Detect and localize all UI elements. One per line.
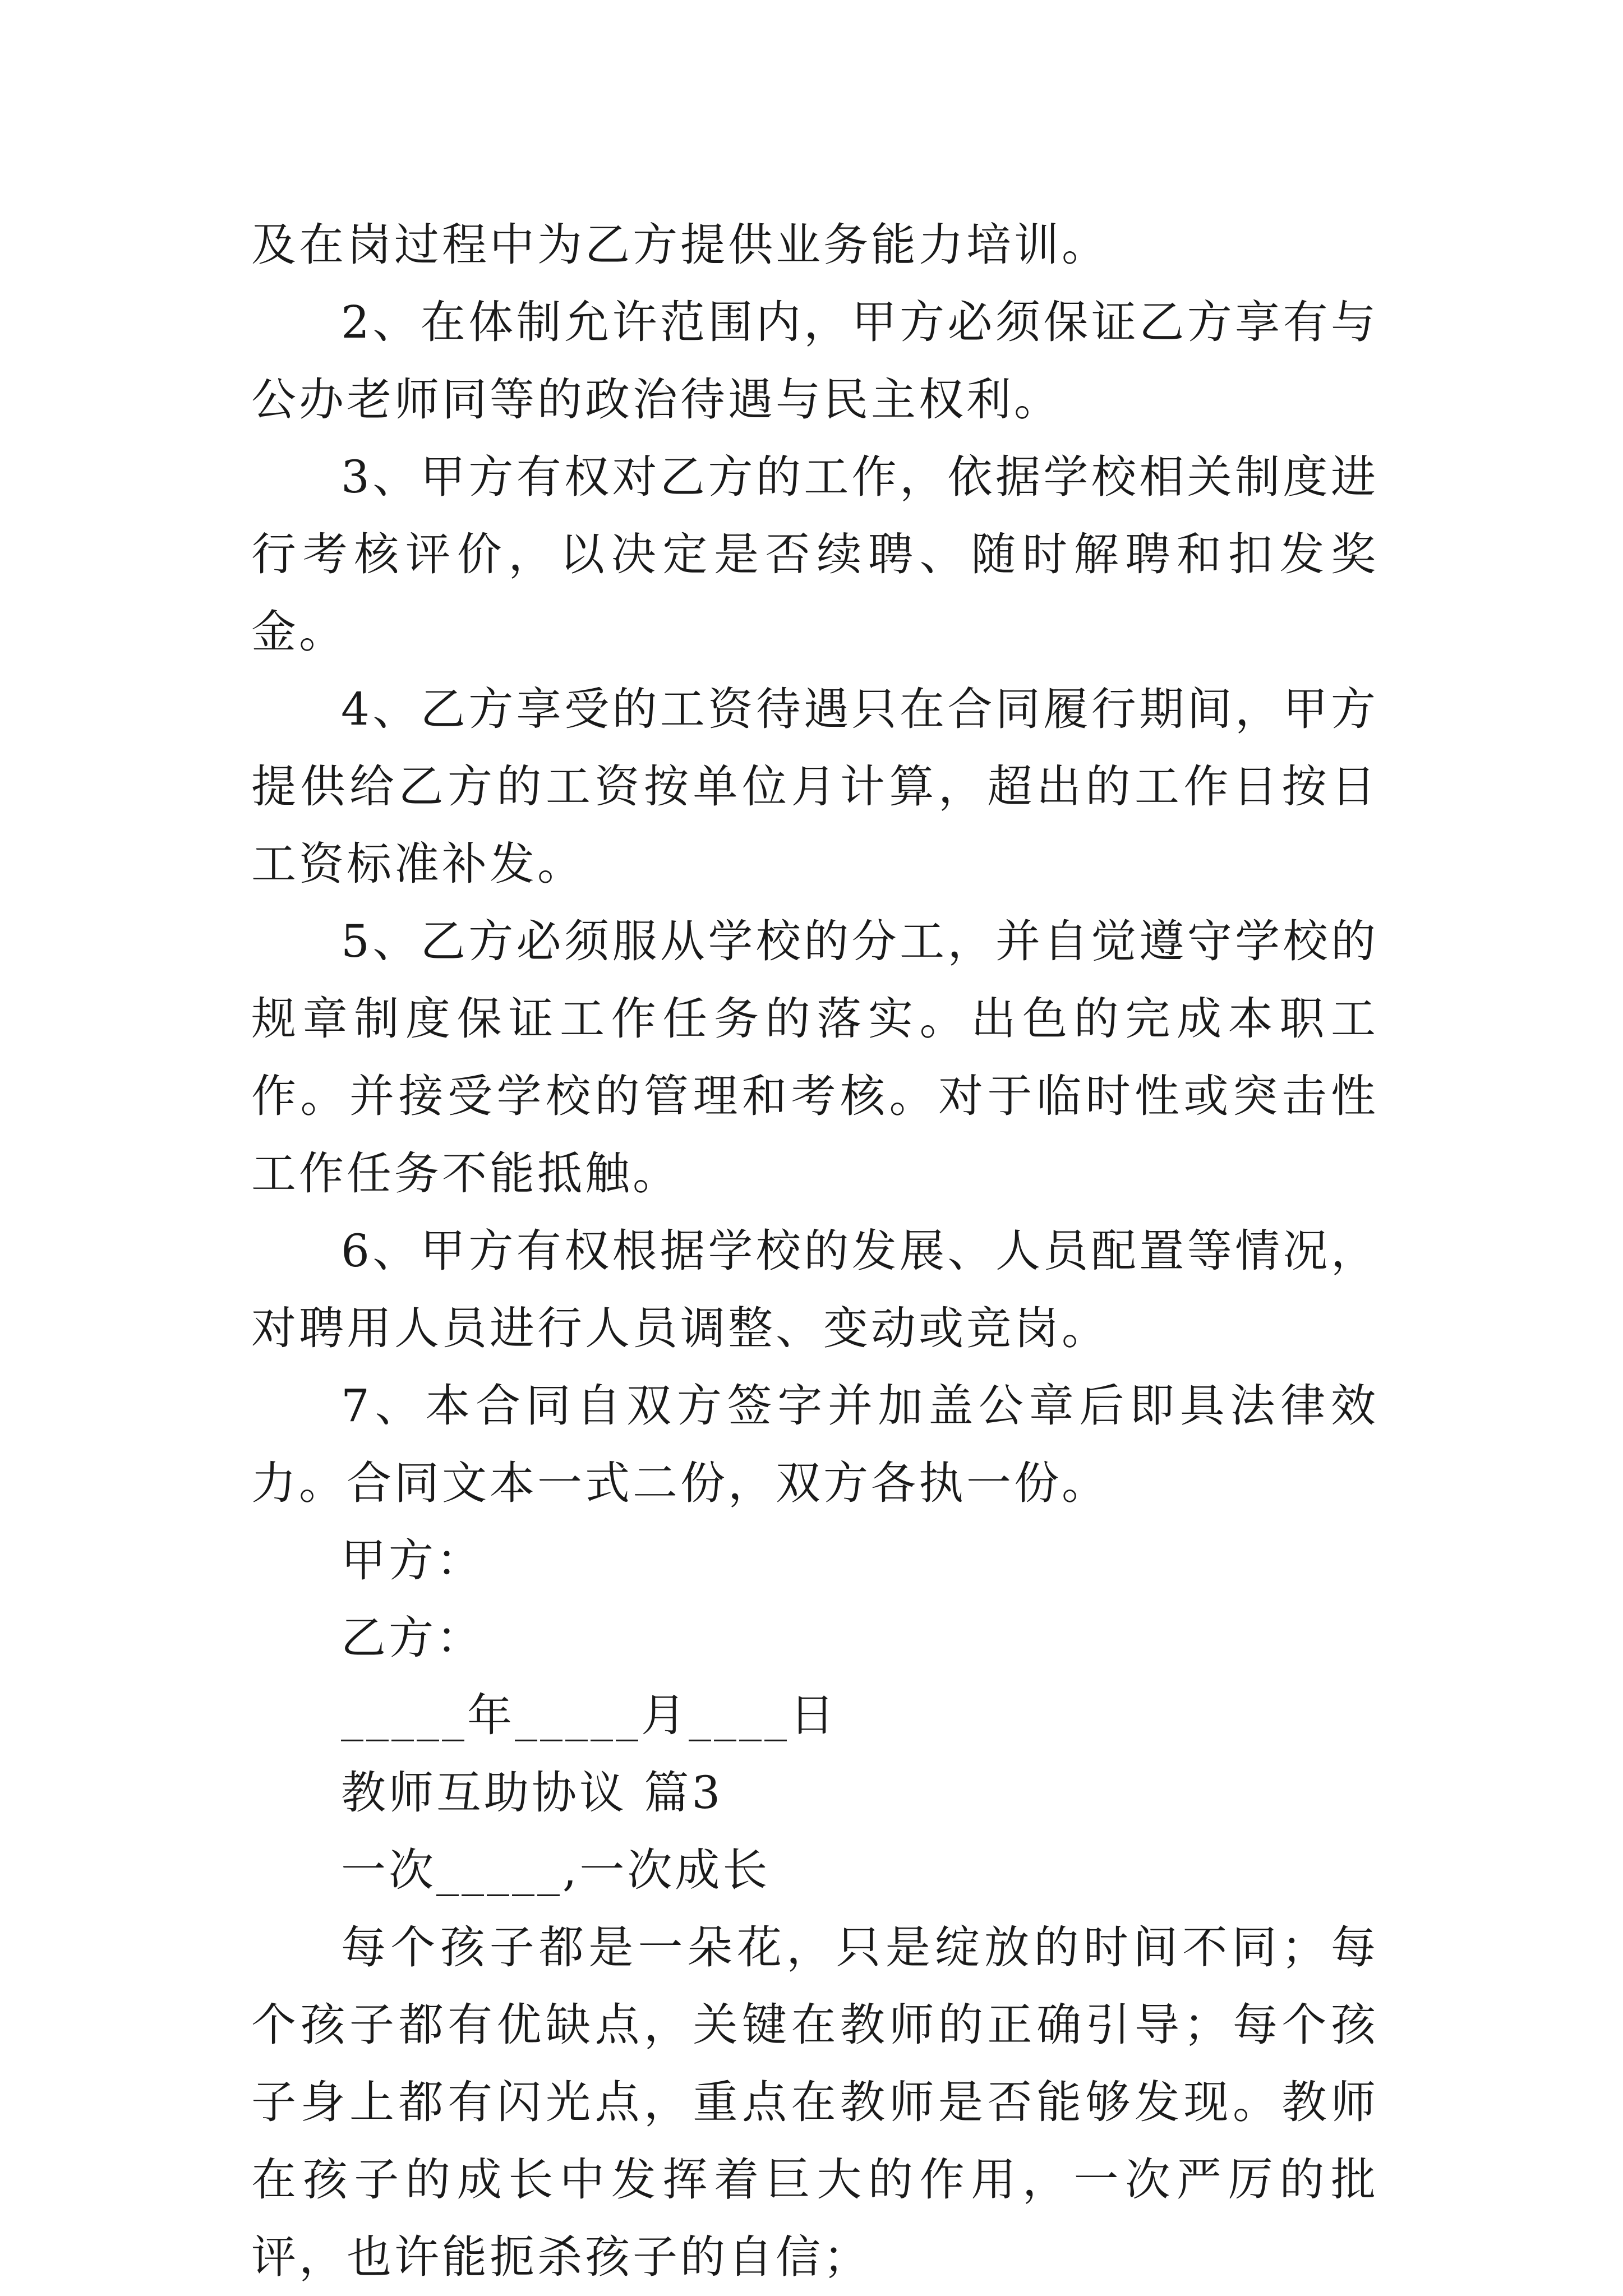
section-subtitle: 一次_____,一次成长 <box>341 1844 771 1896</box>
body-paragraph: 每个孩子都是一朵花，只是绽放的时间不同；每个孩子都有优缺点，关键在教师的正确引导；每个孩子身上都有闪光点，重点在教师是否能够发现。教师在孩子的成长中发挥着巨大的作用，一次严厉的批评，也许能扼杀孩子的自信； <box>251 1921 1378 2283</box>
signature-date: _____年_____月____日 <box>341 1689 837 1741</box>
paragraph-continuation: 及在岗过程中为乙方提供业务能力培训。 <box>251 219 1109 271</box>
paragraph-clause-7: 7、本合同自双方签字并加盖公章后即具法律效力。合同文本一式二份，双方各执一份。 <box>251 1380 1378 1509</box>
signature-party-a: 甲方： <box>341 1534 484 1587</box>
paragraph-clause-3: 3、甲方有权对乙方的工作，依据学校相关制度进行考核评价，以决定是否续聘、随时解聘和扣发奖金。 <box>251 451 1378 658</box>
paragraph-clause-5: 5、乙方必须服从学校的分工，并自觉遵守学校的规章制度保证工作任务的落实。出色的完成本职工作。并接受学校的管理和考核。对于临时性或突击性工作任务不能抵触。 <box>251 915 1378 1200</box>
paragraph-clause-6: 6、甲方有权根据学校的发展、人员配置等情况，对聘用人员进行人员调整、变动或竞岗。 <box>251 1225 1378 1354</box>
document-body <box>251 206 1378 2296</box>
section-heading: 教师互助协议 篇3 <box>341 1767 723 1819</box>
paragraph-clause-2: 2、在体制允许范围内，甲方必须保证乙方享有与公办老师同等的政治待遇与民主权利。 <box>251 296 1378 426</box>
paragraph-clause-4: 4、乙方享受的工资待遇只在合同履行期间，甲方提供给乙方的工资按单位月计算，超出的工作日按日工资标准补发。 <box>251 683 1378 890</box>
signature-party-b: 乙方： <box>341 1612 484 1664</box>
